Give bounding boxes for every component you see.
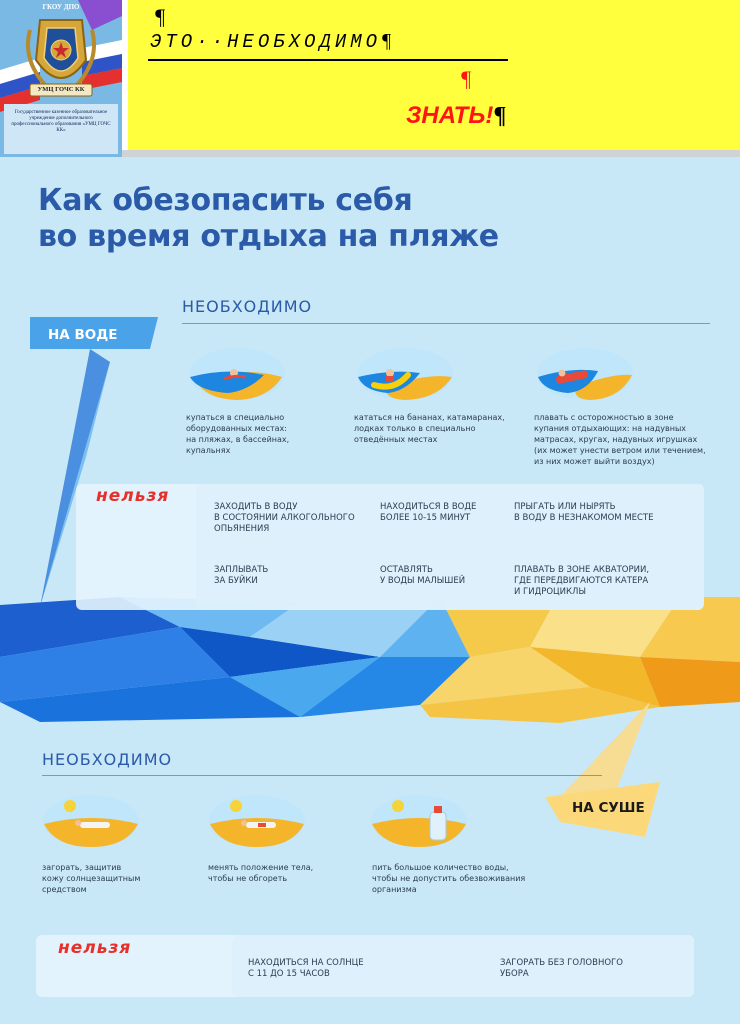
forbidden-line: С 11 ДО 15 ЧАСОВ <box>248 969 330 979</box>
emblem-ribbon-text: УМЦ ГОЧС КК <box>37 86 85 93</box>
sunbather-icon <box>42 794 140 848</box>
forbidden-line: ОСТАВЛЯТЬ <box>380 565 433 575</box>
forbidden-item <box>514 502 654 524</box>
air-mattress-icon <box>536 347 634 401</box>
forbidden-item <box>214 565 268 587</box>
caption-line: купания отдыхающих: на надувных <box>534 424 687 433</box>
forbidden-line: УБОРА <box>500 969 529 979</box>
pilcrow-mark: ¶ <box>493 103 507 129</box>
forbidden-line: ПРЫГАТЬ ИЛИ НЫРЯТЬ <box>514 502 616 512</box>
title-line-2: во время отдыха на пляже <box>38 219 499 254</box>
caption-line: матрасах, кругах, надувных игрушках <box>534 435 698 444</box>
title-line-1: Как обезопасить себя <box>38 183 413 218</box>
banner-underline <box>148 59 508 61</box>
forbidden-line: ЗАХОДИТЬ В ВОДУ <box>214 502 298 512</box>
land-must-caption <box>372 862 525 895</box>
water-must-heading: НЕОБХОДИМО <box>182 297 313 316</box>
forbidden-item <box>214 502 355 535</box>
caption-line: пить большое количество воды, <box>372 863 509 872</box>
caption-line: средством <box>42 885 87 894</box>
forbidden-line: ЗАПЛЫВАТЬ <box>214 565 269 575</box>
caption-line: кататься на бананах, катамаранах, <box>354 413 505 422</box>
water-bottle-icon <box>370 794 468 848</box>
caption-line: загорать, защитив <box>42 863 122 872</box>
water-must-caption <box>354 412 505 445</box>
caption-line: организма <box>372 885 417 894</box>
caption-line: плавать с осторожностью в зоне <box>534 413 674 422</box>
land-must-caption <box>42 862 140 895</box>
emblem-card <box>0 0 122 157</box>
forbidden-line: В СОСТОЯНИИ АЛКОГОЛЬНОГО <box>214 513 355 523</box>
forbidden-line: НАХОДИТЬСЯ НА СОЛНЦЕ <box>248 958 364 968</box>
caption-line: лодках только в специально <box>354 424 476 433</box>
forbidden-line: БОЛЕЕ 10-15 МИНУТ <box>380 513 471 523</box>
sunbather-turning-icon <box>208 794 306 848</box>
forbidden-item <box>500 958 623 980</box>
banner-heading-text: ЭТО··НЕОБХОДИМО <box>150 31 382 53</box>
caption-line: купаться в специально <box>186 413 285 422</box>
water-must-caption <box>186 412 289 456</box>
forbidden-line: ГДЕ ПЕРЕДВИГАЮТСЯ КАТЕРА <box>514 576 649 586</box>
caption-line: отведённых местах <box>354 435 438 444</box>
caption-line: оборудованных местах: <box>186 424 287 433</box>
forbidden-line: ЗА БУЙКИ <box>214 576 258 586</box>
caption-line: купальнях <box>186 446 231 455</box>
caption-line: (их может унести ветром или течением, <box>534 446 706 455</box>
pilcrow-mark: ¶ <box>460 66 472 91</box>
water-forbidden-heading: нельзя <box>96 486 170 506</box>
pilcrow-mark: ¶ <box>154 4 166 29</box>
forbidden-item <box>514 565 649 598</box>
header-divider <box>122 150 740 157</box>
emblem-top-text: ГКОУ ДПО <box>42 3 80 11</box>
caption-line: чтобы не допустить обезвоживания <box>372 874 526 883</box>
pilcrow-mark: ¶ <box>381 30 392 52</box>
forbidden-line: У ВОДЫ МАЛЫШЕЙ <box>380 576 466 586</box>
forbidden-item <box>380 565 465 587</box>
caption-line: чтобы не обгореть <box>208 874 288 883</box>
caption-line: менять положение тела, <box>208 863 314 872</box>
land-forbidden-heading: нельзя <box>58 938 132 958</box>
water-must-rule <box>182 323 710 324</box>
forbidden-item <box>380 502 476 524</box>
emblem-caption: Государственное казенное образовательное учреждение дополнительного профессионального образования «УМЦ ГОЧС КК» <box>11 110 111 133</box>
banner-know <box>406 102 506 130</box>
beach-safety-poster <box>0 157 740 1024</box>
caption-line: на пляжах, в бассейнах, <box>186 435 290 444</box>
water-tag: НА ВОДЕ <box>48 327 118 343</box>
banner-know-text: ЗНАТЬ! <box>406 102 494 129</box>
forbidden-line: ЗАГОРАТЬ БЕЗ ГОЛОВНОГО <box>500 958 623 968</box>
forbidden-line: ПЛАВАТЬ В ЗОНЕ АКВАТОРИИ, <box>514 565 650 575</box>
forbidden-line: И ГИДРОЦИКЛЫ <box>514 587 586 597</box>
land-must-caption <box>208 862 313 884</box>
yellow-banner <box>128 0 740 150</box>
forbidden-line: НАХОДИТЬСЯ В ВОДЕ <box>380 502 477 512</box>
banner-heading <box>150 30 392 53</box>
poster-title <box>38 183 499 255</box>
forbidden-item <box>248 958 364 980</box>
forbidden-line: В ВОДУ В НЕЗНАКОМОМ МЕСТЕ <box>514 513 654 523</box>
caption-line: кожу солнцезащитным <box>42 874 141 883</box>
water-must-caption <box>534 412 706 467</box>
land-must-rule <box>42 775 602 776</box>
forbidden-line: ОПЬЯНЕНИЯ <box>214 524 270 534</box>
caption-line: из них может выйти воздух) <box>534 457 655 466</box>
header <box>0 0 740 157</box>
land-must-heading: НЕОБХОДИМО <box>42 750 173 769</box>
land-tag: НА СУШЕ <box>572 800 645 816</box>
banana-boat-icon <box>356 347 454 401</box>
swimmer-icon <box>188 347 286 401</box>
